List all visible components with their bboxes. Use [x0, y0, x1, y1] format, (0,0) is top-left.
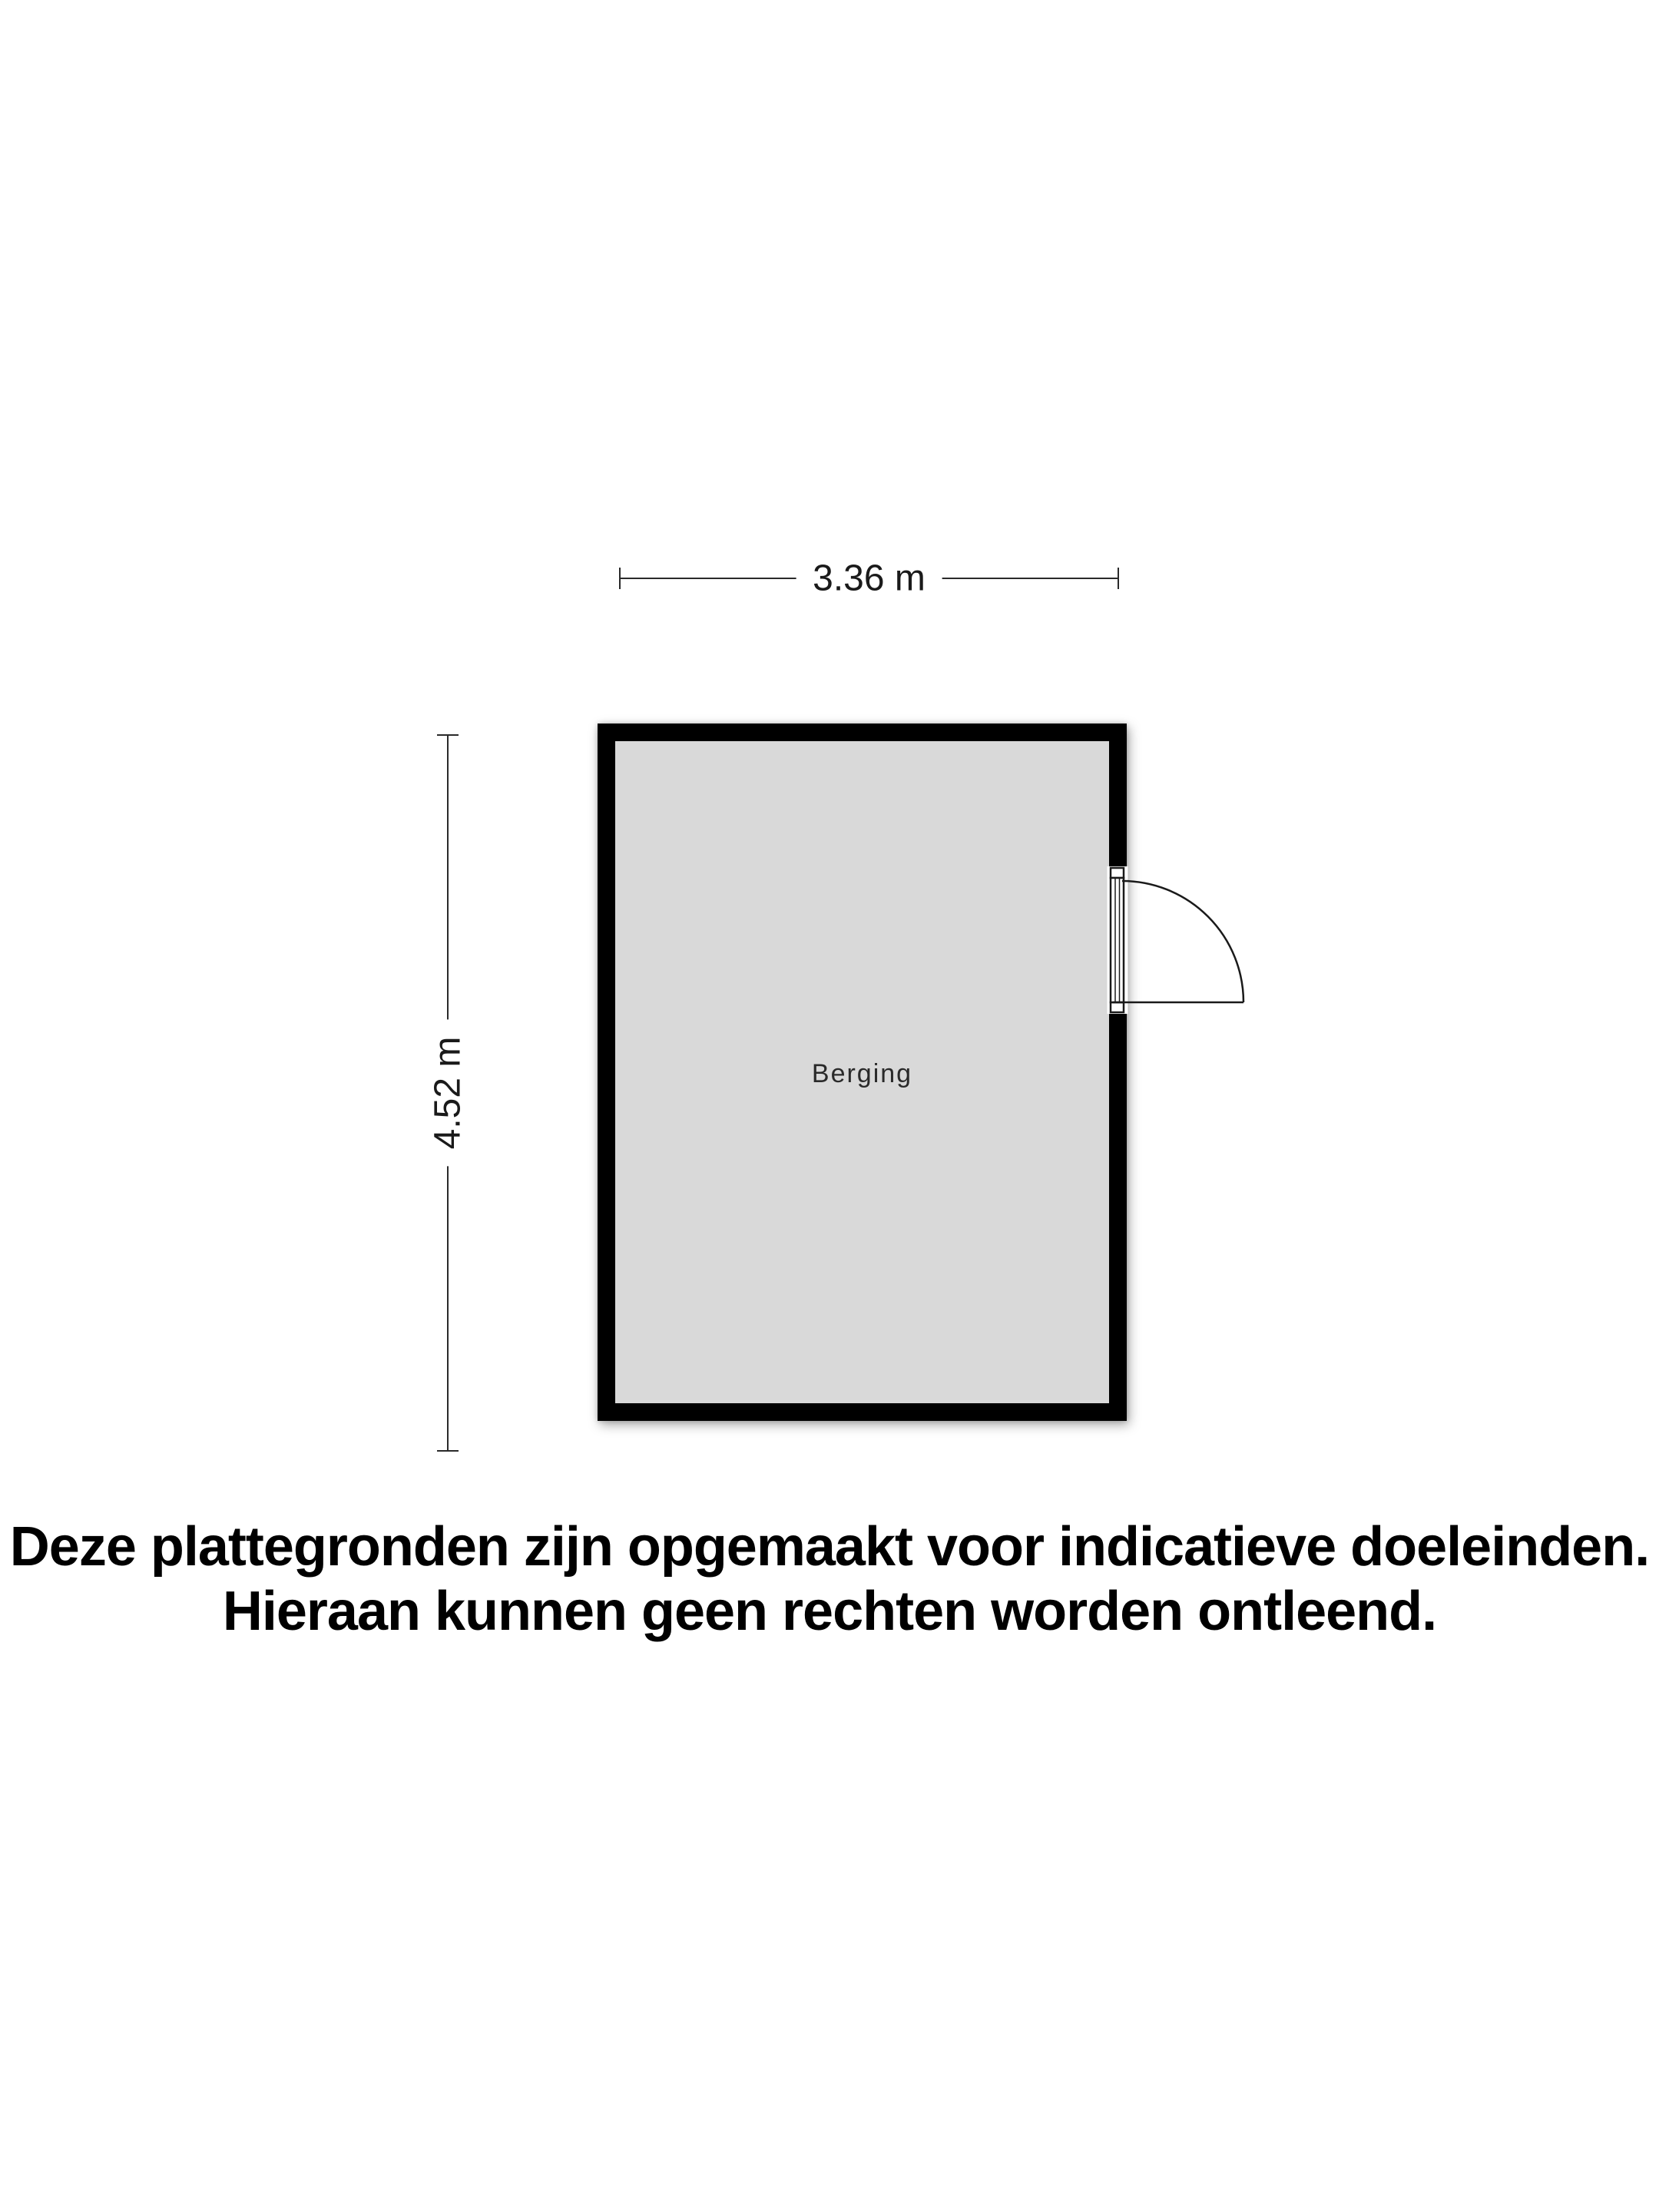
disclaimer [0, 1515, 1659, 1644]
room-label: Berging [811, 1058, 913, 1088]
height-dimension-label: 4.52 m [426, 1020, 471, 1167]
door-swing-arc [1122, 881, 1243, 1002]
door-leaf-closed [1111, 878, 1124, 1002]
door-jamb-bottom [1111, 1002, 1124, 1012]
door-jamb-top [1111, 868, 1124, 878]
disclaimer-line-1: Deze plattegronden zijn opgemaakt voor indicatieve doeleinden. [9, 1516, 1650, 1578]
disclaimer-line-2: Hieraan kunnen geen rechten worden ontleend. [222, 1581, 1437, 1642]
width-dimension-label: 3.36 m [796, 556, 942, 601]
